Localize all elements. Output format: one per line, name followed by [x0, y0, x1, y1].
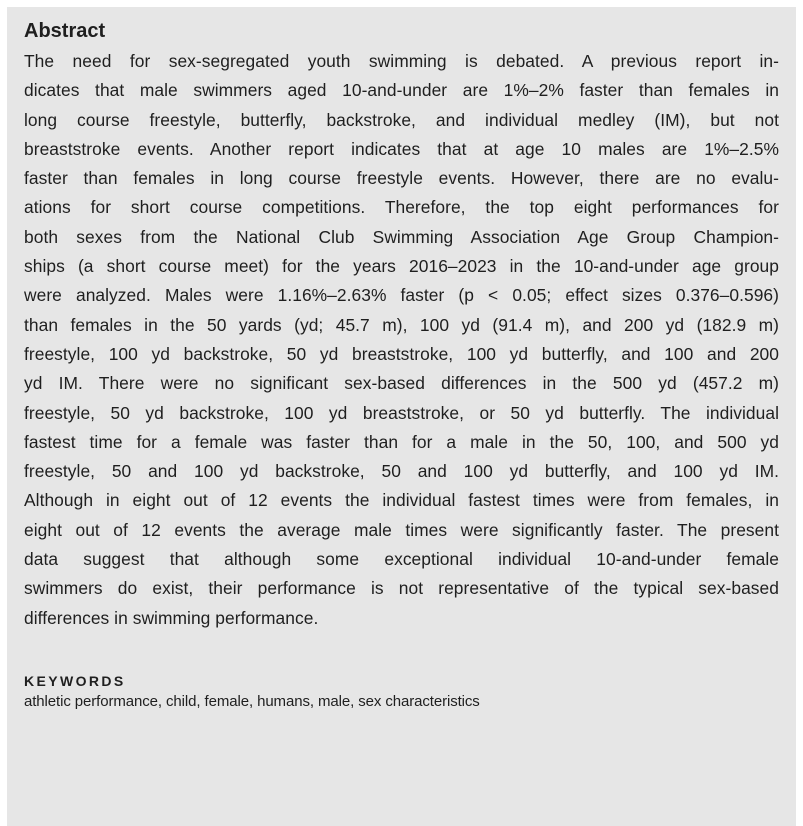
abstract-line: fastest time for a female was faster than for a male in the 50, 100, and 500 yd [24, 431, 779, 452]
abstract-line: breaststroke events. Another report indicates that at age 10 males are 1%–2.5% [24, 138, 779, 159]
keywords-list: athletic performance, child, female, humans, male, sex characteristics [24, 692, 480, 710]
abstract-line: swimmers do exist, their performance is not representative of the typical sex-based [24, 578, 779, 599]
abstract-line: eight out of 12 events the average male times were significantly faster. The present [24, 519, 779, 540]
abstract-line: differences in swimming performance. [24, 607, 319, 628]
abstract-line: yd IM. There were no significant sex-based differences in the 500 yd (457.2 m) [24, 373, 779, 394]
abstract-line: long course freestyle, butterfly, backstroke, and individual medley (IM), but not [24, 109, 779, 130]
abstract-body [24, 47, 779, 633]
abstract-line: The need for sex-segregated youth swimming is debated. A previous report in- [24, 51, 779, 71]
abstract-line: ations for short course competitions. Therefore, the top eight performances for [24, 197, 779, 218]
abstract-line: than females in the 50 yards (yd; 45.7 m), 100 yd (91.4 m), and 200 yd (182.9 m) [24, 314, 779, 335]
abstract-line: both sexes from the National Club Swimming Association Age Group Champion- [24, 226, 779, 247]
abstract-line: data suggest that although some exceptional individual 10-and-under female [24, 549, 779, 570]
abstract-line: Although in eight out of 12 events the individual fastest times were from females, in [24, 490, 779, 511]
abstract-line: faster than females in long course freestyle events. However, there are no evalu- [24, 168, 779, 189]
abstract-line: freestyle, 50 yd backstroke, 100 yd breaststroke, or 50 yd butterfly. The individual [24, 402, 779, 423]
abstract-line: dicates that male swimmers aged 10-and-under are 1%–2% faster than females in [24, 80, 779, 101]
abstract-heading: Abstract [24, 20, 106, 42]
abstract-section [7, 7, 796, 826]
abstract-line: freestyle, 50 and 100 yd backstroke, 50 and 100 yd butterfly, and 100 yd IM. [24, 461, 779, 482]
abstract-line: freestyle, 100 yd backstroke, 50 yd breaststroke, 100 yd butterfly, and 100 and 200 [24, 343, 779, 364]
abstract-line: were analyzed. Males were 1.16%–2.63% faster (p < 0.05; effect sizes 0.376–0.596) [24, 285, 779, 306]
keywords-heading: KEYWORDS [24, 672, 126, 689]
abstract-line: ships (a short course meet) for the years 2016–2023 in the 10-and-under age group [24, 256, 779, 277]
